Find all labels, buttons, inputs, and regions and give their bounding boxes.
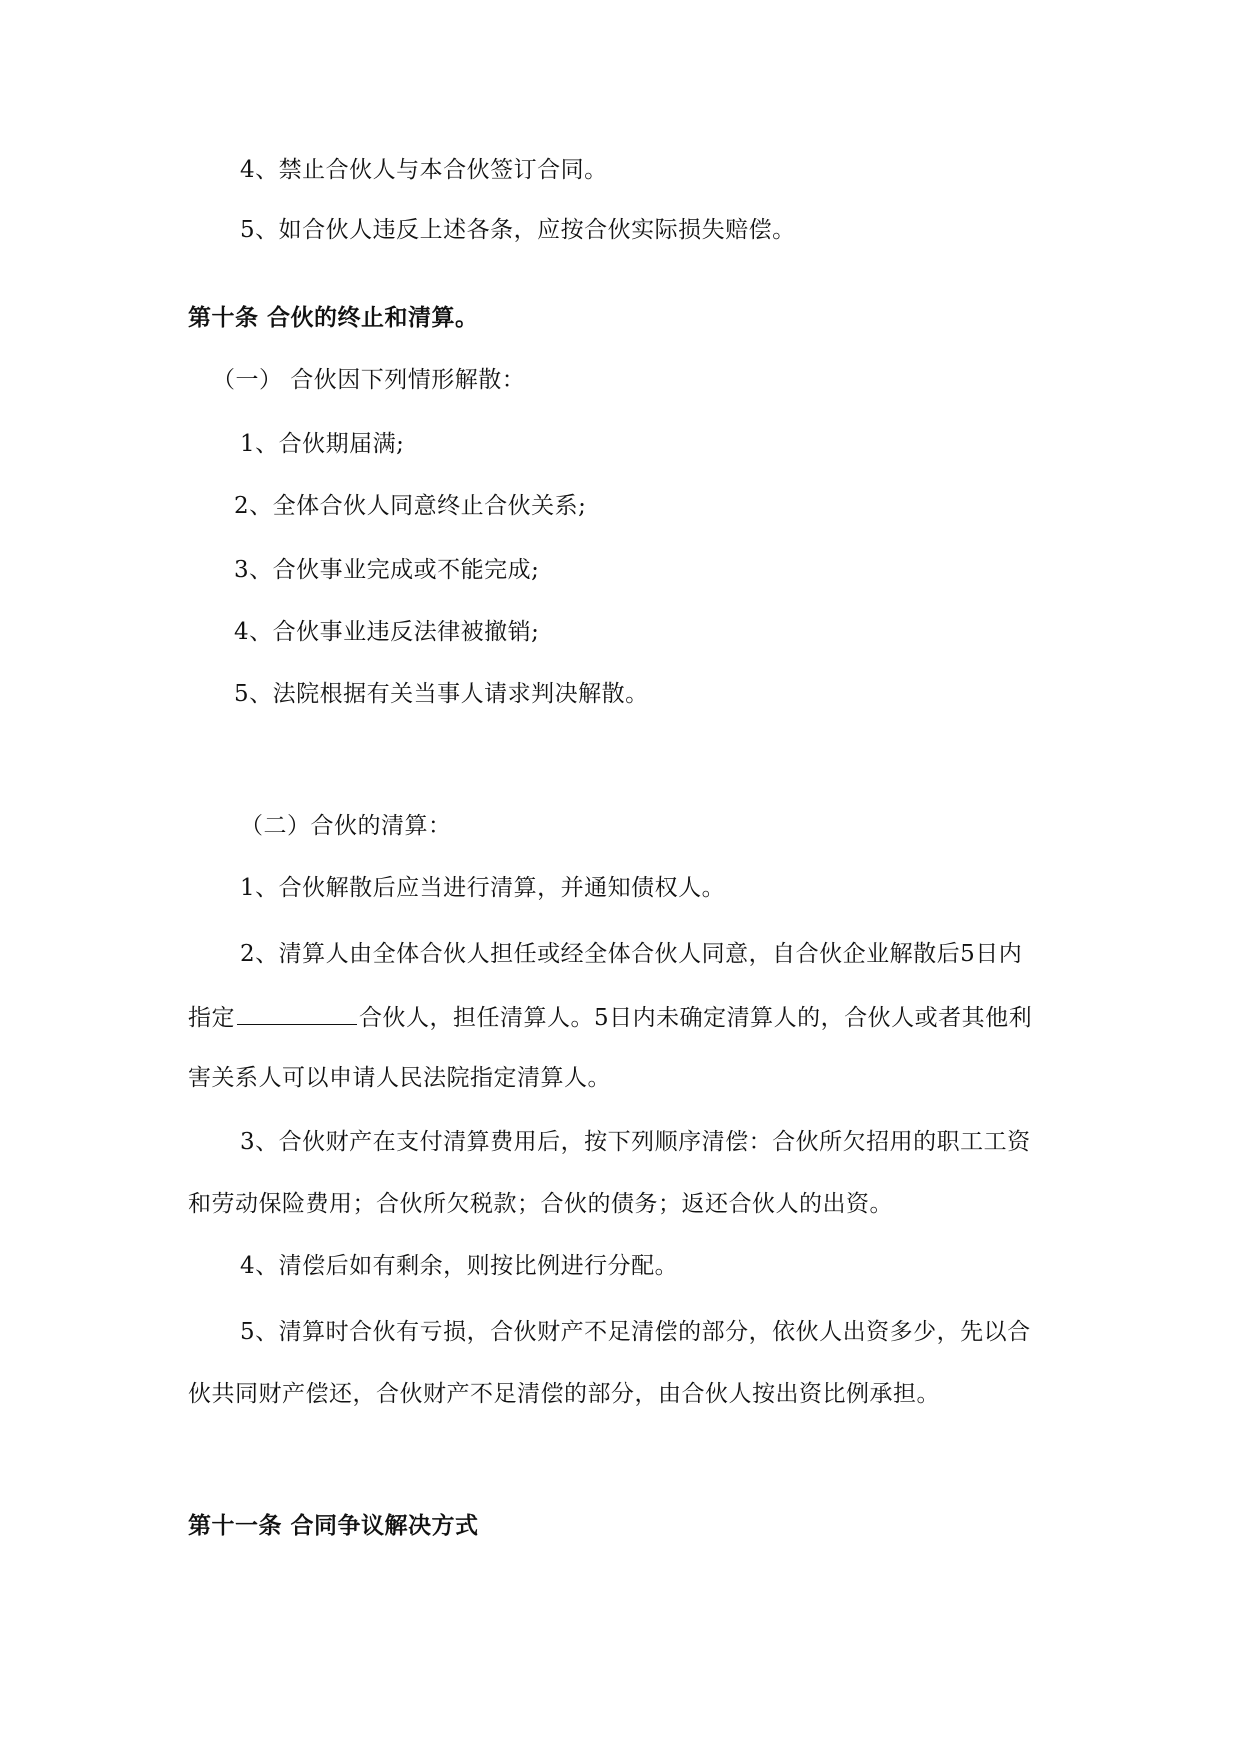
liquidation-item-3-line-2: 和劳动保险费用；合伙所欠税款；合伙的债务；返还合伙人的出资。 bbox=[188, 1191, 893, 1217]
designate-text: 指定 bbox=[188, 1005, 235, 1031]
article-11-heading: 第十一条 合同争议解决方式 bbox=[188, 1513, 479, 1539]
clause-item-5-line: 5、如合伙人违反上述各条，应按合伙实际损失赔偿。 bbox=[240, 217, 796, 243]
clause-item-4-line: 4、禁止合伙人与本合伙签订合同。 bbox=[240, 157, 608, 183]
section-1-heading: （一） 合伙因下列情形解散： bbox=[212, 367, 526, 393]
liquidation-item-3-line-1: 3、合伙财产在支付清算费用后，按下列顺序清偿：合伙所欠招用的职工工资 bbox=[240, 1129, 1031, 1155]
dissolution-item-2: 2、全体合伙人同意终止合伙关系; bbox=[234, 493, 587, 519]
article-10-heading: 第十条 合伙的终止和清算。 bbox=[188, 305, 479, 331]
dissolution-item-3: 3、合伙事业完成或不能完成; bbox=[234, 557, 540, 583]
liquidation-item-5-line-1: 5、清算时合伙有亏损，合伙财产不足清偿的部分，依伙人出资多少，先以合 bbox=[240, 1319, 1031, 1345]
fill-in-blank[interactable] bbox=[237, 1000, 357, 1025]
liquidation-item-2-line-2 bbox=[188, 1000, 1032, 1034]
dissolution-item-1: 1、合伙期届满; bbox=[240, 431, 405, 457]
liquidation-item-2-line-1: 2、清算人由全体合伙人担任或经全体合伙人同意，自合伙企业解散后5日内 bbox=[240, 941, 1023, 967]
liquidation-item-1: 1、合伙解散后应当进行清算，并通知债权人。 bbox=[240, 875, 726, 901]
dissolution-item-4: 4、合伙事业违反法律被撤销; bbox=[234, 619, 540, 645]
designate-continuation: 合伙人，担任清算人。5日内未确定清算人的，合伙人或者其他利 bbox=[359, 1005, 1033, 1031]
liquidation-item-4: 4、清偿后如有剩余，则按比例进行分配。 bbox=[240, 1253, 679, 1279]
liquidation-item-5-line-2: 伙共同财产偿还，合伙财产不足清偿的部分，由合伙人按出资比例承担。 bbox=[188, 1381, 940, 1407]
section-2-heading: （二）合伙的清算： bbox=[240, 813, 452, 839]
liquidation-item-2-line-3: 害关系人可以申请人民法院指定清算人。 bbox=[188, 1065, 611, 1091]
dissolution-item-5: 5、法院根据有关当事人请求判决解散。 bbox=[234, 681, 649, 707]
